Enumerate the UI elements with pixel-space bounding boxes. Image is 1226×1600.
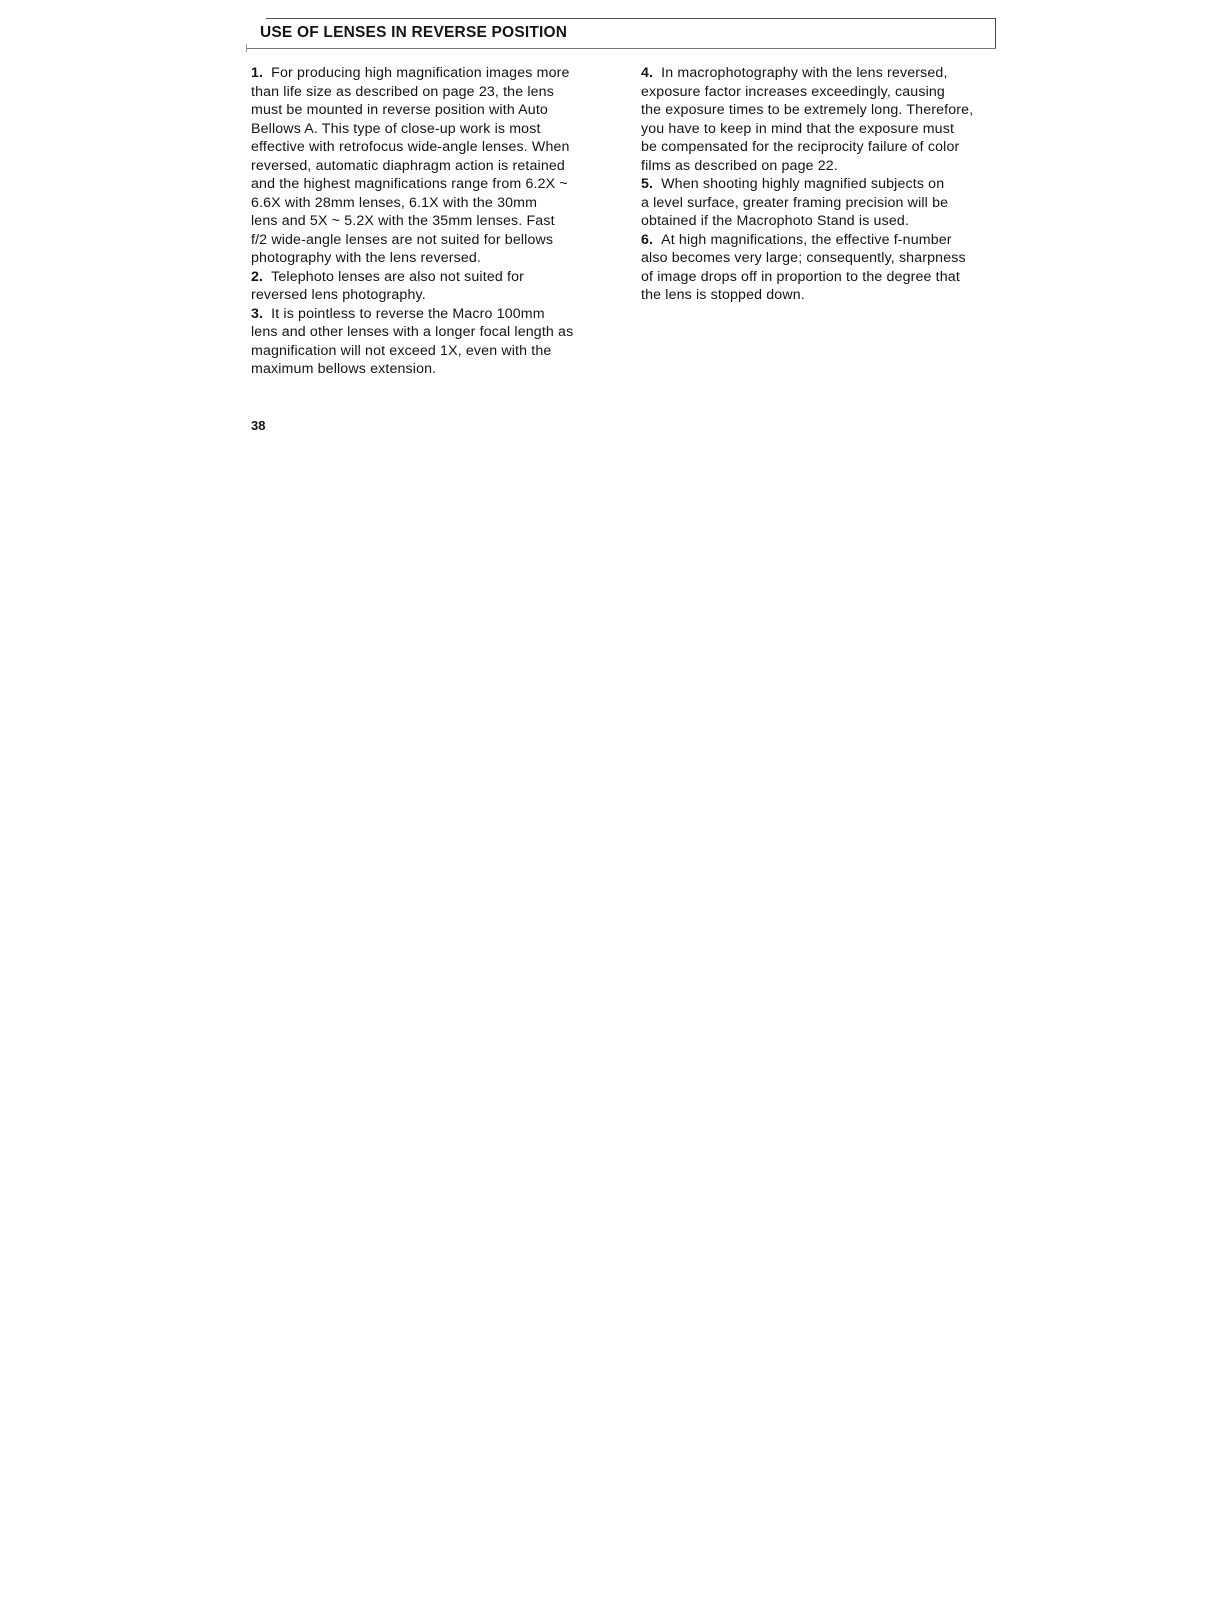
item-text: It is pointless to reverse the Macro 100mm [271, 305, 545, 322]
text-line: also becomes very large; consequently, sharpness [641, 250, 966, 266]
text-line: than life size as described on page 23, the lens [251, 83, 554, 100]
page-number: 38 [251, 418, 266, 433]
text-line: obtained if the Macrophoto Stand is used. [641, 213, 910, 229]
item-text: When shooting highly magnified subjects on [661, 176, 945, 192]
numbered-item [641, 231, 1011, 305]
item-text: At high magnifications, the effective f-number [661, 231, 952, 248]
item-number: 1. [251, 65, 264, 81]
text-line: of image drops off in proportion to the degree that [641, 268, 960, 285]
text-line: be compensated for the reciprocity failure of color [641, 139, 960, 155]
text-line: a level surface, greater framing precision will be [641, 194, 949, 211]
numbered-item [251, 64, 611, 268]
item-text: In macrophotography with the lens reversed, [661, 65, 948, 81]
text-line [641, 231, 1011, 250]
text-line: photography with the lens reversed. [251, 250, 482, 266]
right-column [641, 64, 1011, 305]
item-number: 2. [251, 268, 264, 285]
header-rule-top [266, 18, 996, 19]
text-line: effective with retrofocus wide-angle lenses. When [251, 139, 570, 155]
text-line: lens and 5X ~ 5.2X with the 35mm lenses. Fast [251, 213, 555, 229]
item-number: 4. [641, 65, 654, 81]
header-tick-left [246, 44, 247, 52]
header-rule-bottom [246, 48, 996, 49]
text-line: lens and other lenses with a longer focal length as [251, 324, 574, 340]
numbered-item [641, 175, 1011, 231]
item-number: 5. [641, 176, 654, 192]
text-line: the exposure times to be extremely long. Therefore, [641, 102, 974, 118]
text-line: and the highest magnifications range from 6.2X ~ [251, 176, 568, 192]
left-column [251, 64, 611, 379]
text-line [251, 64, 611, 83]
text-line: Bellows A. This type of close-up work is most [251, 120, 541, 137]
text-line: reversed lens photography. [251, 287, 426, 303]
numbered-item [251, 268, 611, 305]
item-text: Telephoto lenses are also not suited for [271, 268, 525, 285]
text-line: reversed, automatic diaphragm action is retained [251, 157, 565, 174]
text-line: magnification will not exceed 1X, even with the [251, 342, 552, 359]
item-text: For producing high magnification images more [271, 65, 570, 81]
item-number: 6. [641, 231, 654, 248]
text-line: you have to keep in mind that the exposure must [641, 120, 955, 137]
text-line: maximum bellows extension. [251, 361, 437, 377]
text-line: the lens is stopped down. [641, 287, 805, 303]
numbered-item [251, 305, 611, 379]
text-line: 6.6X with 28mm lenses, 6.1X with the 30mm [251, 194, 538, 211]
text-line [641, 64, 1011, 83]
text-line [251, 305, 611, 324]
section-header [246, 10, 1008, 50]
item-number: 3. [251, 305, 264, 322]
page-title: USE OF LENSES IN REVERSE POSITION [260, 24, 568, 41]
text-line [251, 268, 611, 287]
text-line: films as described on page 22. [641, 157, 838, 174]
numbered-item [641, 64, 1011, 175]
header-rule-right [995, 18, 996, 48]
text-line: f/2 wide-angle lenses are not suited for bellows [251, 231, 554, 248]
text-line: must be mounted in reverse position with Auto [251, 102, 548, 118]
text-line [641, 175, 1011, 194]
text-line: exposure factor increases exceedingly, causing [641, 83, 945, 100]
